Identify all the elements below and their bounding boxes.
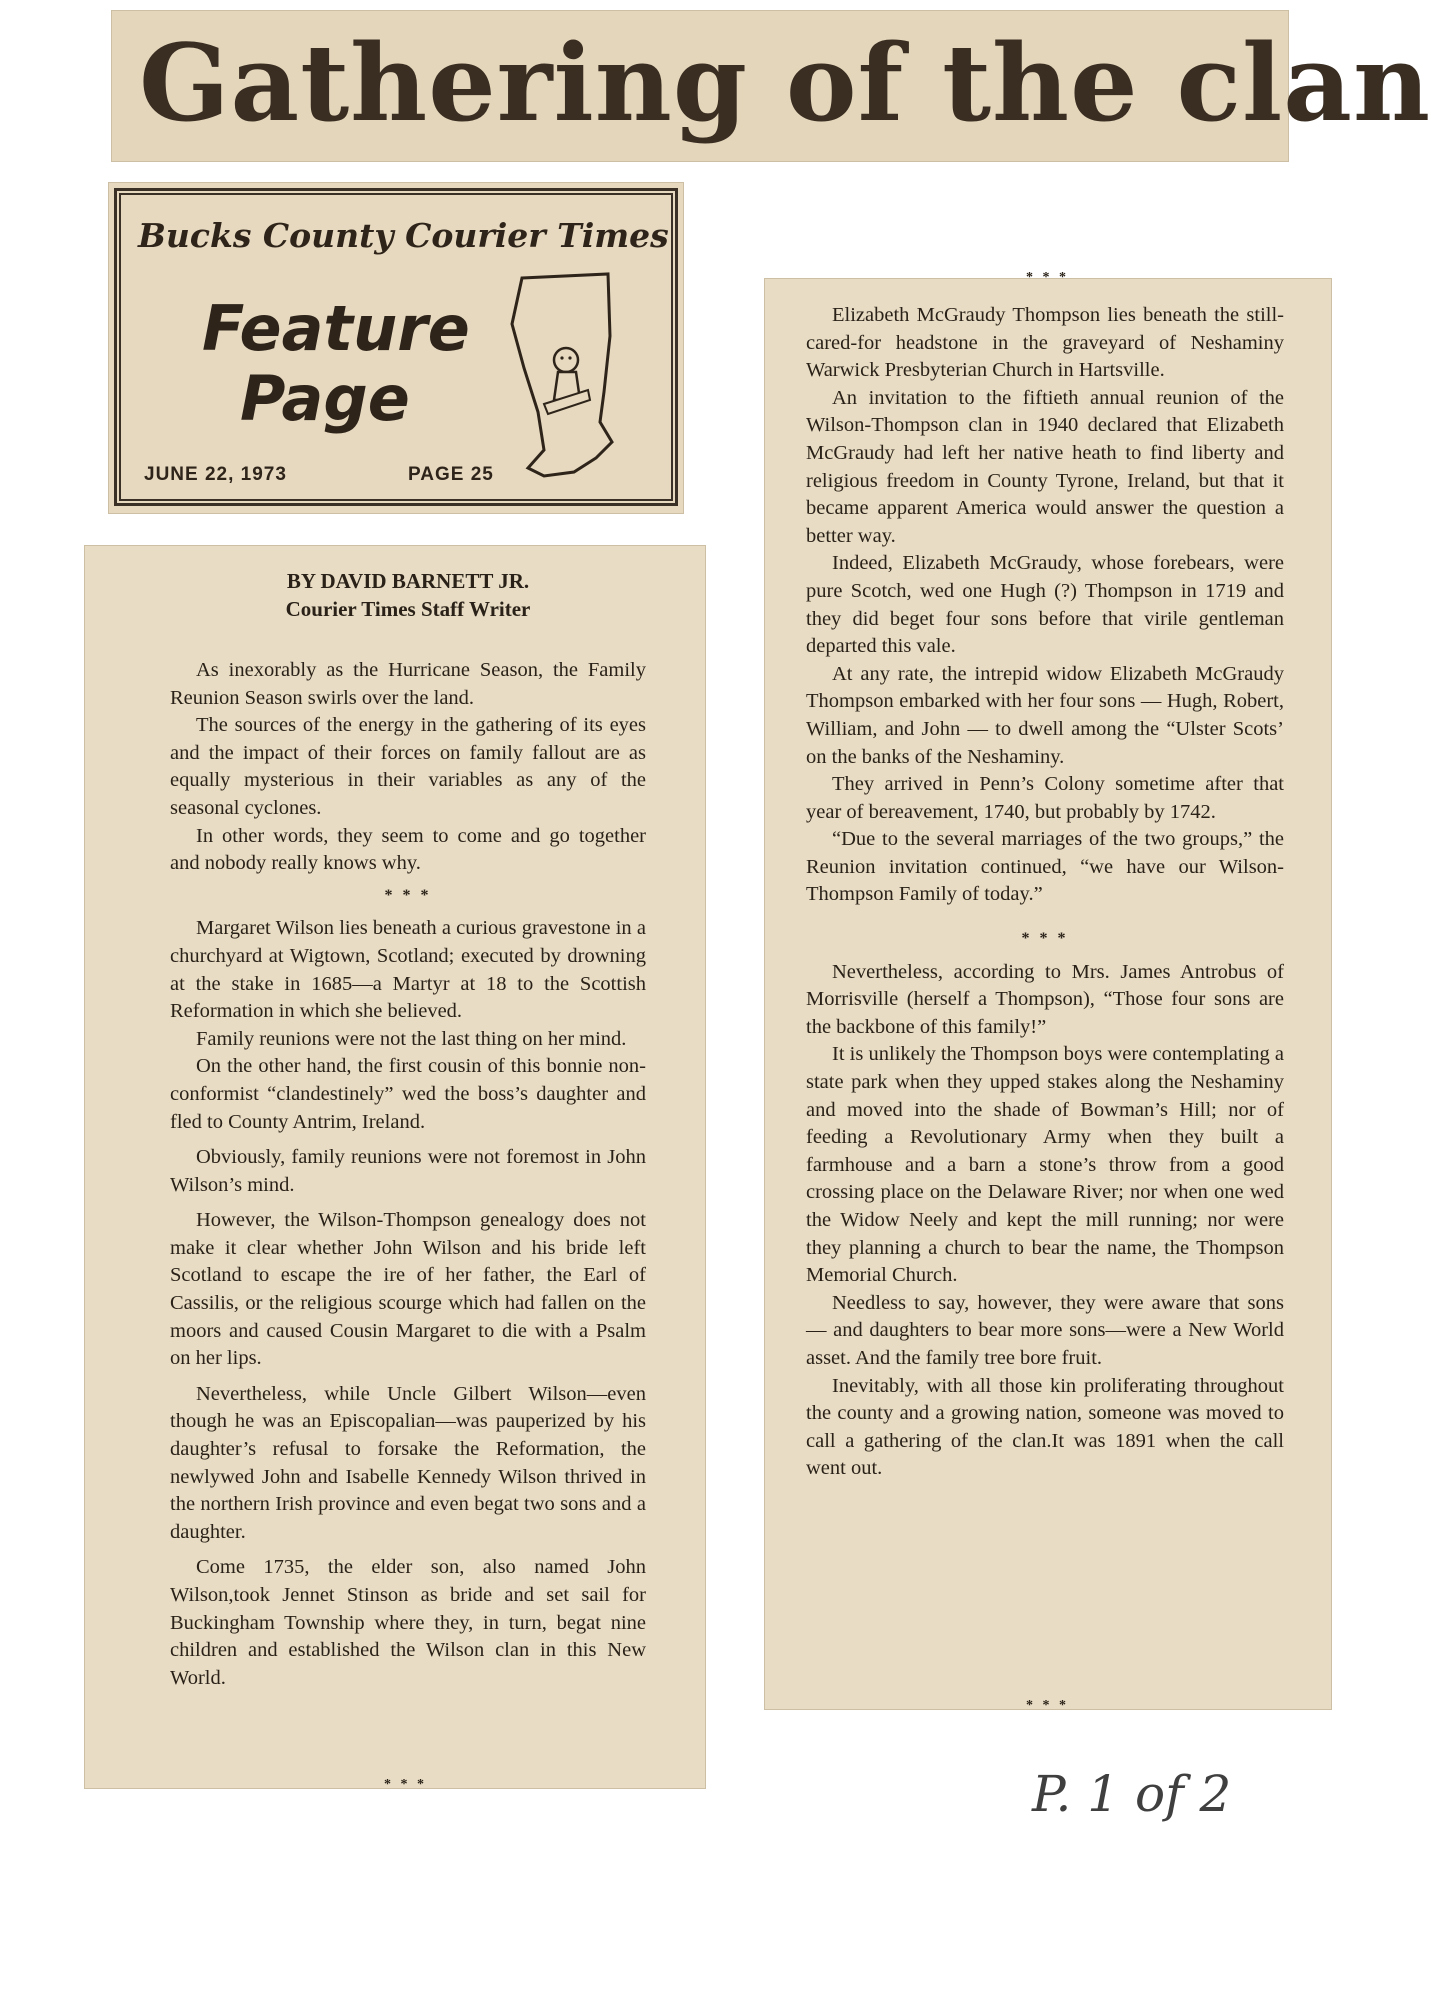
paragraph: Inevitably, with all those kin proliferating throughout the county and a growing nation, someone was moved to call a gathering of the clan.It was 1891 when the call went out.: [806, 1374, 1284, 1480]
paragraph: Nevertheless, while Uncle Gilbert Wilson—even though he was an Episcopalian—was pauperized by his daughter’s refusal to forsake the Reformation, the newlywed John and Isabelle Kennedy Wilson thrived in the northern Irish province and even begat two sons and a daughter.: [170, 1382, 646, 1543]
feature-page-box: [108, 182, 684, 514]
paragraph: Nevertheless, according to Mrs. James Antrobus of Morrisville (herself a Thompson), “Those four sons are the backbone of this family!”: [806, 960, 1284, 1038]
article-column-2: [764, 270, 1332, 1713]
column-2-text: [806, 302, 1284, 1483]
paragraph: However, the Wilson-Thompson genealogy does not make it clear whether John Wilson and his bride left Scotland to escape the ire of her father, the Earl of Cassilis, or the religious scourge which had fallen on the moors and caused Cousin Margaret to die with a Psalm on her lips.: [170, 1209, 646, 1370]
paragraph: The sources of the energy in the gathering of its eyes and the impact of their forces on family fallout are as equally mysterious in their variables as any of the seasonal cyclones.: [170, 714, 646, 819]
paragraph: “Due to the several marriages of the two groups,” the Reunion invitation continued, “we have our Wilson-Thompson Family of today.”: [806, 828, 1284, 906]
paragraph: Obviously, family reunions were not foremost in John Wilson’s mind.: [170, 1146, 646, 1196]
paragraph: It is unlikely the Thompson boys were contemplating a state park when they upped stakes along the Neshaminy and moved into the shade of Bowman’s Hill; nor of feeding a Revolutionary Army when they built a farmhouse and a barn a stone’s throw from a good crossing place on the Delaware River; nor when one wed the Widow Neely and kept the mill running; nor were they planning a church to bear the name, the Thompson Memorial Church.: [806, 1043, 1284, 1287]
paragraph: They arrived in Penn’s Colony sometime after that year of bereavement, 1740, but probably by 1742.: [806, 773, 1284, 823]
section-separator: * * *: [384, 886, 432, 904]
paragraph: Needless to say, however, they were aware that sons — and daughters to bear more sons—were a New World asset. And the family tree bore fruit.: [806, 1291, 1284, 1369]
paragraph: In other words, they seem to come and go together and nobody really knows why.: [170, 824, 646, 875]
section-separator: * * *: [384, 1777, 427, 1792]
issue-date: JUNE 22, 1973: [144, 464, 287, 485]
headline: Gathering of the clan: [139, 20, 1432, 145]
byline: [170, 567, 646, 623]
paragraph: Family reunions were not the last thing on her mind.: [196, 1027, 627, 1050]
handwritten-page-note: P. 1 of 2: [1032, 1765, 1232, 1823]
article-column-1: [84, 545, 706, 1792]
byline-title: Courier Times Staff Writer: [285, 597, 531, 621]
paragraph: Indeed, Elizabeth McGraudy, whose forebears, were pure Scotch, wed one Hugh (?) Thompson in 1719 and they did beget four sons before that virile gentleman departed this vale.: [806, 552, 1284, 658]
byline-author: BY DAVID BARNETT JR.: [286, 569, 530, 593]
paragraph: Elizabeth McGraudy Thompson lies beneath the still-cared-for headstone in the graveyard of Neshaminy Warwick Presbyterian Church in Hartsville.: [806, 304, 1284, 382]
paragraph: On the other hand, the first cousin of this bonnie non-conformist “clandestinely” wed the boss’s daughter and fled to County Antrim, Ireland.: [170, 1055, 646, 1133]
section-separator: * * *: [1021, 930, 1069, 948]
page-label: Page: [240, 362, 410, 435]
paragraph: Come 1735, the elder son, also named John Wilson,took Jennet Stinson as bride and set sail for Buckingham Township where they, in turn, begat nine children and established the Wilson clan in this New World.: [170, 1556, 646, 1689]
paragraph: At any rate, the intrepid widow Elizabeth McGraudy Thompson embarked with her four sons — Hugh, Robert, William, and John — to dwell among the “Ulster Scots’ on the banks of the Neshaminy.: [806, 662, 1284, 768]
headline-clipping: [111, 10, 1432, 162]
column-1-text: [170, 657, 646, 1692]
newspaper-masthead: Bucks County Courier Times: [138, 216, 669, 255]
paragraph: Margaret Wilson lies beneath a curious gravestone in a churchyard at Wigtown, Scotland; executed by drowning at the stake in 1685—a Martyr at 18 to the Scottish Reformation in which she believed.: [170, 917, 646, 1023]
section-separator: * * *: [1026, 1698, 1069, 1713]
paragraph: As inexorably as the Hurricane Season, the Family Reunion Season swirls over the land.: [170, 659, 646, 709]
paragraph: An invitation to the fiftieth annual reunion of the Wilson-Thompson clan in 1940 declared that Elizabeth McGraudy had left her native heath to find liberty and religious freedom in County Tyrone, Ireland, but that it became apparent America would answer the question a better way.: [806, 386, 1284, 547]
page-number: PAGE 25: [408, 464, 494, 485]
county-map-icon: [504, 272, 622, 482]
section-separator: * * *: [1026, 270, 1069, 285]
feature-label: Feature: [202, 292, 470, 365]
